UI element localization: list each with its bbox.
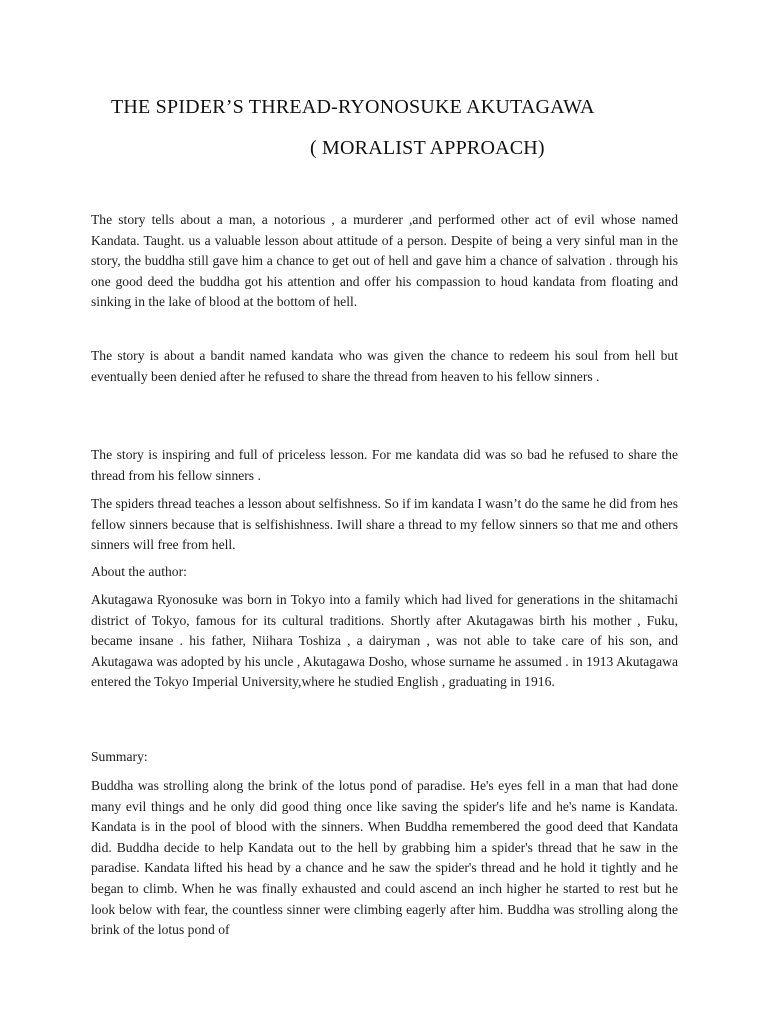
document-subtitle: ( MORALIST APPROACH)	[310, 137, 545, 159]
heading-summary: Summary:	[91, 749, 148, 764]
paragraph-story-inspiring: The story is inspiring and full of priceless lesson. For me kandata did was so bad he refused to share the thread from his fellow sinners .	[91, 447, 678, 483]
paragraph-summary: Buddha was strolling along the brink of the lotus pond of paradise. He's eyes fell in a man that had done many evil things and he only did good thing once like saving the spider's life and he's name is Kandata. Kandata is in the pool of blood with the sinners. When Buddha remembered the good deed that Kandata did. Buddha decide to help Kandata out to the hell by grabbing him a spider's thread that he saw in the paradise. Kandata lifted his head by a chance and he saw the spider's thread and he hold it tightly and he began to climb. When he was finally exhausted and could ascend an inch higher he started to rest but he look below with fear, the countless sinner were climbing eagerly after him. Buddha was strolling along the brink of the lotus pond of	[91, 778, 678, 938]
paragraph-selfishness: The spiders thread teaches a lesson about selfishness. So if im kandata I wasn’t do the same he did from hes fellow sinners because that is selfishishness. Iwill share a thread to my fellow sinners so that me and others sinners will free from hell.	[91, 496, 678, 553]
document-title: THE SPIDER’S THREAD-RYONOSUKE AKUTAGAWA	[111, 96, 595, 118]
paragraph-story-bandit: The story is about a bandit named kandata who was given the chance to redeem his soul from hell but eventually been denied after he refused to share the thread from heaven to his fellow sinners .	[91, 348, 678, 384]
paragraph-story-overview: The story tells about a man, a notorious , a murderer ,and performed other act of evil whose named Kandata. Taught. us a valuable lesson about attitude of a person. Despite of being a very sinful man in the story, the buddha still gave him a chance to get out of hell and gave him a chance of salvation . through his one good deed the buddha got his attention and offer his compassion to houd kandata from floating and sinking in the lake of blood at the bottom of hell.	[91, 212, 678, 310]
heading-about-author: About the author:	[91, 564, 187, 579]
paragraph-author-bio: Akutagawa Ryonosuke was born in Tokyo into a family which had lived for generations in the shitamachi district of Tokyo, famous for its cultural traditions. Shortly after Akutagawas birth his mother , Fuku, became insane . his father, Niihara Toshiza , a dairyman , was not able to take care of his son, and Akutagawa was adopted by his uncle , Akutagawa Dosho, whose surname he assumed . in 1913 Akutagawa entered the Tokyo Imperial University,where he studied English , graduating in 1916.	[91, 592, 678, 690]
